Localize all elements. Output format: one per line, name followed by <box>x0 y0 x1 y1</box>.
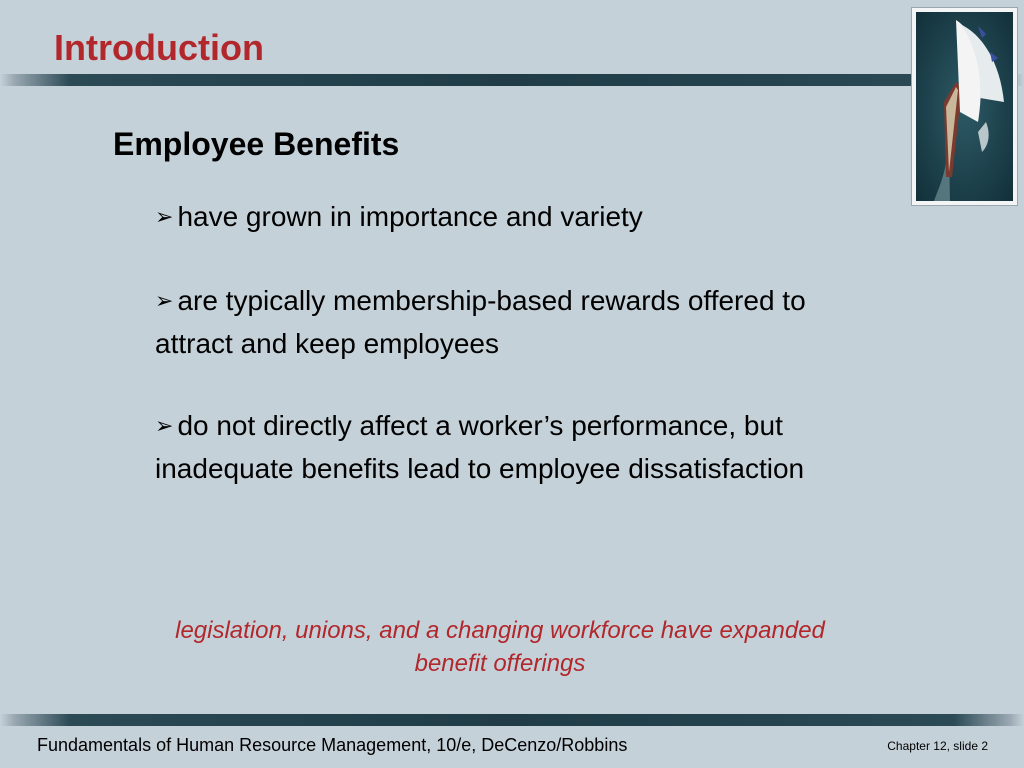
sailboat-photo <box>912 8 1017 205</box>
bullet-text: are typically membership-based rewards offered to attract and keep employees <box>155 285 806 359</box>
footer-book-title: Fundamentals of Human Resource Management, 10/e, DeCenzo/Robbins <box>37 735 628 755</box>
arrow-bullet-icon: ➢ <box>155 413 174 438</box>
arrow-bullet-icon: ➢ <box>155 204 174 229</box>
bullet-item <box>155 280 855 364</box>
bullet-list <box>155 196 855 530</box>
arrow-bullet-icon: ➢ <box>155 288 174 313</box>
bullet-text: do not directly affect a worker’s performance, but inadequate benefits lead to employee dissatisfaction <box>155 410 805 484</box>
footer-divider <box>0 714 1024 726</box>
bullet-item <box>155 196 855 239</box>
bullet-item <box>155 405 855 489</box>
footer-slide-number: Chapter 12, slide 2 <box>887 739 988 753</box>
slide-title: Introduction <box>54 27 264 68</box>
slide-subtitle: Employee Benefits <box>113 126 400 162</box>
emphasis-note: legislation, unions, and a changing workforce have expanded benefit offerings <box>175 617 825 677</box>
title-divider <box>0 74 1024 86</box>
bullet-text: have grown in importance and variety <box>177 201 643 232</box>
sailboat-image <box>916 12 1013 201</box>
